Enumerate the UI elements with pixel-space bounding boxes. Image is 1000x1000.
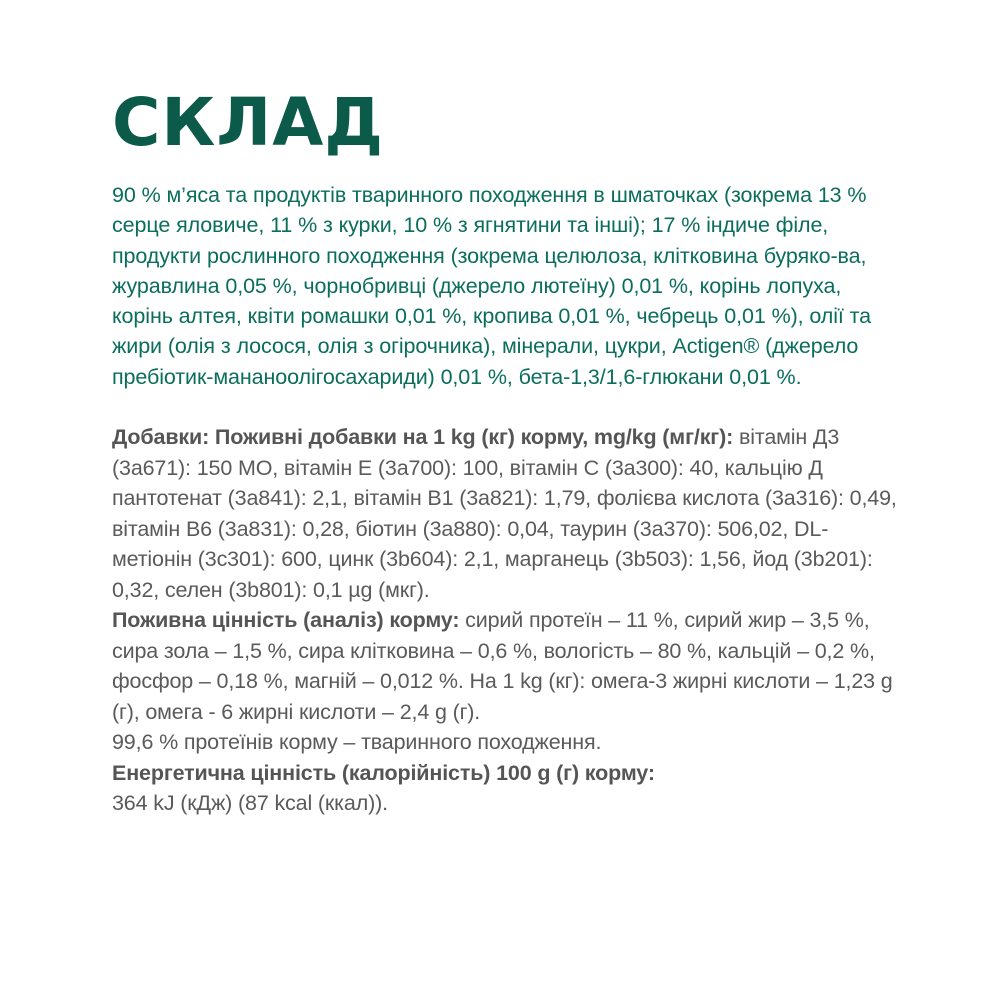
nutrition-text: сирий протеїн – 11 %, сирий жир – 3,5 %, сира зола – 1,5 %, сира клітковина – 0,6 %, вологість – 80 %, кальцій – 0,2 %, фосфор – 0,18 %, магній – 0,012 %. На 1 kg (кг): омега-3 жирні кислоти – 1,23 g (г), омега - 6 жирні кислоти – 2,4 g (г).: [112, 608, 893, 724]
energy-paragraph: [112, 758, 902, 819]
additives-paragraph: [112, 422, 902, 605]
additives-section: [112, 422, 902, 819]
energy-label: Енергетична цінність (калорійність) 100 g (г) корму:: [112, 760, 655, 785]
composition-text: 90 % м’яса та продуктів тваринного походження в шматочках (зокрема 13 % серце яловиче, 11 % з курки, 10 % з ягнятини та інші); 17 % індиче філе, продукти рослинного походження (зокрема целюлоза, клітковина буряко-ва, журавлина 0,05 %, чорнобривці (джерело лютеїну) 0,01 %, корінь лопуха, корінь алтея, квіти ромашки 0,01 %, кропива 0,01 %, чебрець 0,01 %), олії та жири (олія з лосося, олія з огірочника), мінерали, цукри, Actigen® (джерело пребіотик-мананоолігосахариди) 0,01 %, бета-1,3/1,6-глюкани 0,01 %.: [112, 183, 872, 389]
page-title: СКЛАД: [112, 84, 385, 161]
additives-label: Добавки: Поживні добавки на 1 kg (кг) корму, mg/kg (мг/кг):: [112, 425, 734, 450]
nutrition-paragraph: [112, 605, 902, 727]
energy-text: 364 kJ (кДж) (87 kcal (ккал)).: [112, 791, 388, 816]
protein-note: 99,6 % протеїнів корму – тваринного походження.: [112, 730, 602, 755]
additives-text: вітамін Д3 (3а671): 150 МО, вітамін Е (3а700): 100, вітамін С (3а300): 40, кальцію Д пантотенат (3а841): 2,1, вітамін В1 (3а821): 1,79, фолієва кислота (3а316): 0,49, вітамін В6 (3а831): 0,28, біотин (3а880): 0,04, таурин (3а370): 506,02, DL-метіонін (3с301): 600, цинк (3b604): 2,1, марганець (3b503): 1,56, йод (3b201): 0,32, селен (3b801): 0,1 µg (мкг).: [112, 425, 897, 602]
nutrition-label: Поживна цінність (аналіз) корму:: [112, 608, 460, 633]
